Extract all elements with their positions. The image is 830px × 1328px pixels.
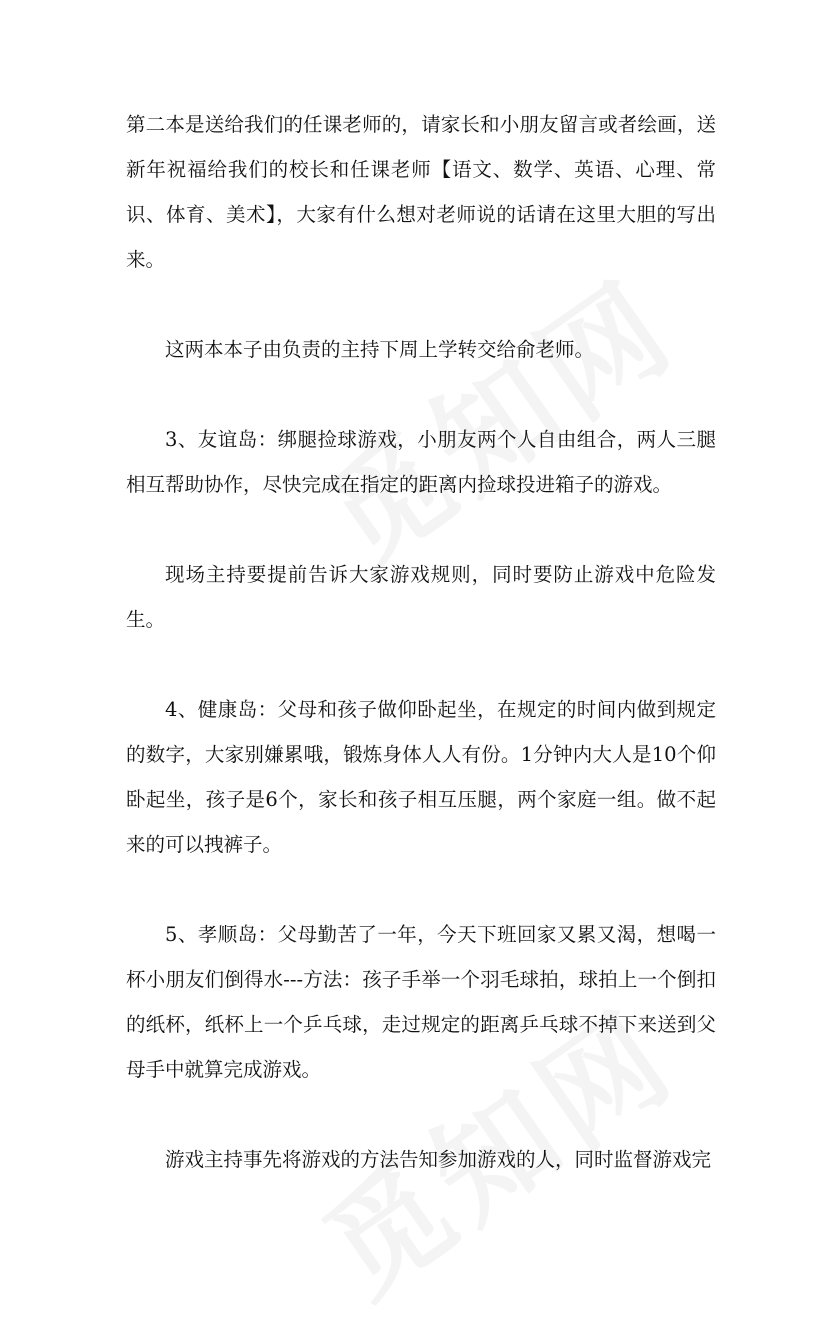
document-page [126, 102, 716, 1227]
paragraph-friendship-island: 3、友谊岛：绑腿捡球游戏，小朋友两个人自由组合，两人三腿相互帮助协作，尽快完成在指定的距离内捡球投进箱子的游戏。 [126, 428, 716, 496]
paragraph-teacher-notebook: 第二本是送给我们的任课老师的，请家长和小朋友留言或者绘画，送新年祝福给我们的校长和任课老师【语文、数学、英语、心理、常识、体育、美术】，大家有什么想对老师说的话请在这里大胆的写出来。 [126, 113, 716, 271]
paragraph-health-island: 4、健康岛：父母和孩子做仰卧起坐，在规定的时间内做到规定的数字，大家别嫌累哦，锻炼身体人人有份。1分钟内大人是10个仰卧起坐，孩子是6个，家长和孩子相互压腿，两个家庭一组。做不起来的可以拽裤子。 [126, 698, 716, 856]
paragraph-game-host: 游戏主持事先将游戏的方法告知参加游戏的人，同时监督游戏完 [165, 1148, 712, 1171]
paragraph-notebook-handover: 这两本本子由负责的主持下周上学转交给俞老师。 [165, 338, 595, 361]
paragraph-filial-island: 5、孝顺岛：父母勤苦了一年，今天下班回家又累又渴，想喝一杯小朋友们倒得水---方法：孩子手举一个羽毛球拍，球拍上一个倒扣的纸杯，纸杯上一个乒乓球，走过规定的距离乒乓球不掉下来送到父母手中就算完成游戏。 [126, 923, 716, 1081]
paragraph-game-rules: 现场主持要提前告诉大家游戏规则，同时要防止游戏中危险发生。 [126, 563, 716, 631]
